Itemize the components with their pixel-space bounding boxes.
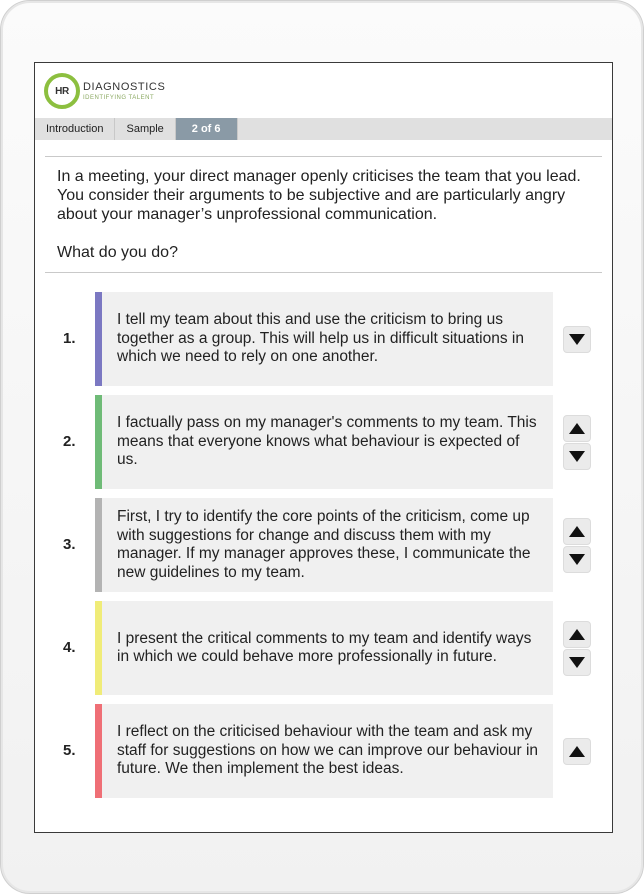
move-up-button[interactable] (563, 738, 591, 765)
option-color-bar (95, 292, 102, 386)
option-text: I factually pass on my manager's comments to my team. This means that everyone knows what behaviour is expected of us. (117, 414, 537, 469)
option-card[interactable] (95, 292, 553, 386)
option-color-bar (95, 704, 102, 798)
header (35, 63, 612, 118)
option-number: 2. (63, 433, 76, 450)
tab-progress[interactable]: 2 of 6 (176, 118, 238, 140)
tab-sample[interactable]: Sample (115, 118, 175, 140)
option-number: 3. (63, 536, 76, 553)
move-down-button[interactable] (563, 326, 591, 353)
option-row (35, 395, 612, 489)
divider-bottom (45, 272, 602, 273)
arrow-down-icon (569, 451, 585, 462)
option-card[interactable] (95, 601, 553, 695)
option-color-bar (95, 395, 102, 489)
move-down-button[interactable] (563, 443, 591, 470)
option-card[interactable] (95, 704, 553, 798)
option-text: First, I try to identify the core points of the criticism, come up with suggestions for change and discuss them with my manager. If my manager approves these, I communicate the new guidelines to my team. (117, 508, 531, 581)
move-up-button[interactable] (563, 621, 591, 648)
option-controls (562, 395, 592, 489)
option-text: I reflect on the criticised behaviour with the team and ask my staff for suggestions on how we can improve our behaviour in future. We then implement the best ideas. (117, 723, 539, 778)
option-row (35, 292, 612, 386)
brand-tagline: IDENTIFYING TALENT (83, 94, 155, 101)
option-text: I tell my team about this and use the criticism to bring us together as a group. This will help us in difficult situations in which we need to rely on one another. (117, 311, 524, 366)
option-row (35, 601, 612, 695)
logo-text (83, 82, 165, 101)
move-down-button[interactable] (563, 649, 591, 676)
option-color-bar (95, 498, 102, 592)
option-card[interactable] (95, 395, 553, 489)
option-card[interactable] (95, 498, 553, 592)
option-text: I present the critical comments to my team and identify ways in which we could behave more professionally in future. (117, 629, 532, 665)
option-color-bar (95, 601, 102, 695)
move-up-button[interactable] (563, 415, 591, 442)
arrow-up-icon (569, 629, 585, 640)
option-row (35, 498, 612, 592)
question-block (35, 157, 612, 262)
tab-bar (35, 118, 612, 140)
move-down-button[interactable] (563, 546, 591, 573)
question-text: In a meeting, your direct manager openly criticises the team that you lead. You consider their arguments to be subjective and are particularly angry about your manager’s unprofessional communication. (57, 168, 581, 223)
question-prompt: What do you do? (57, 244, 178, 261)
option-number: 5. (63, 742, 76, 759)
arrow-down-icon (569, 657, 585, 668)
arrow-up-icon (569, 526, 585, 537)
arrow-up-icon (569, 746, 585, 757)
option-controls (562, 498, 592, 592)
brand-logo (44, 73, 165, 109)
option-number: 4. (63, 639, 76, 656)
move-up-button[interactable] (563, 518, 591, 545)
option-controls (562, 292, 592, 386)
arrow-down-icon (569, 554, 585, 565)
logo-ring-icon (44, 73, 80, 109)
tab-introduction[interactable]: Introduction (35, 118, 115, 140)
option-controls (562, 601, 592, 695)
option-row (35, 704, 612, 798)
option-controls (562, 704, 592, 798)
brand-name: DIAGNOSTICS (83, 80, 166, 93)
logo-mark: HR (55, 85, 69, 97)
app-screen (34, 62, 613, 833)
arrow-up-icon (569, 423, 585, 434)
arrow-down-icon (569, 334, 585, 345)
option-number: 1. (63, 330, 76, 347)
